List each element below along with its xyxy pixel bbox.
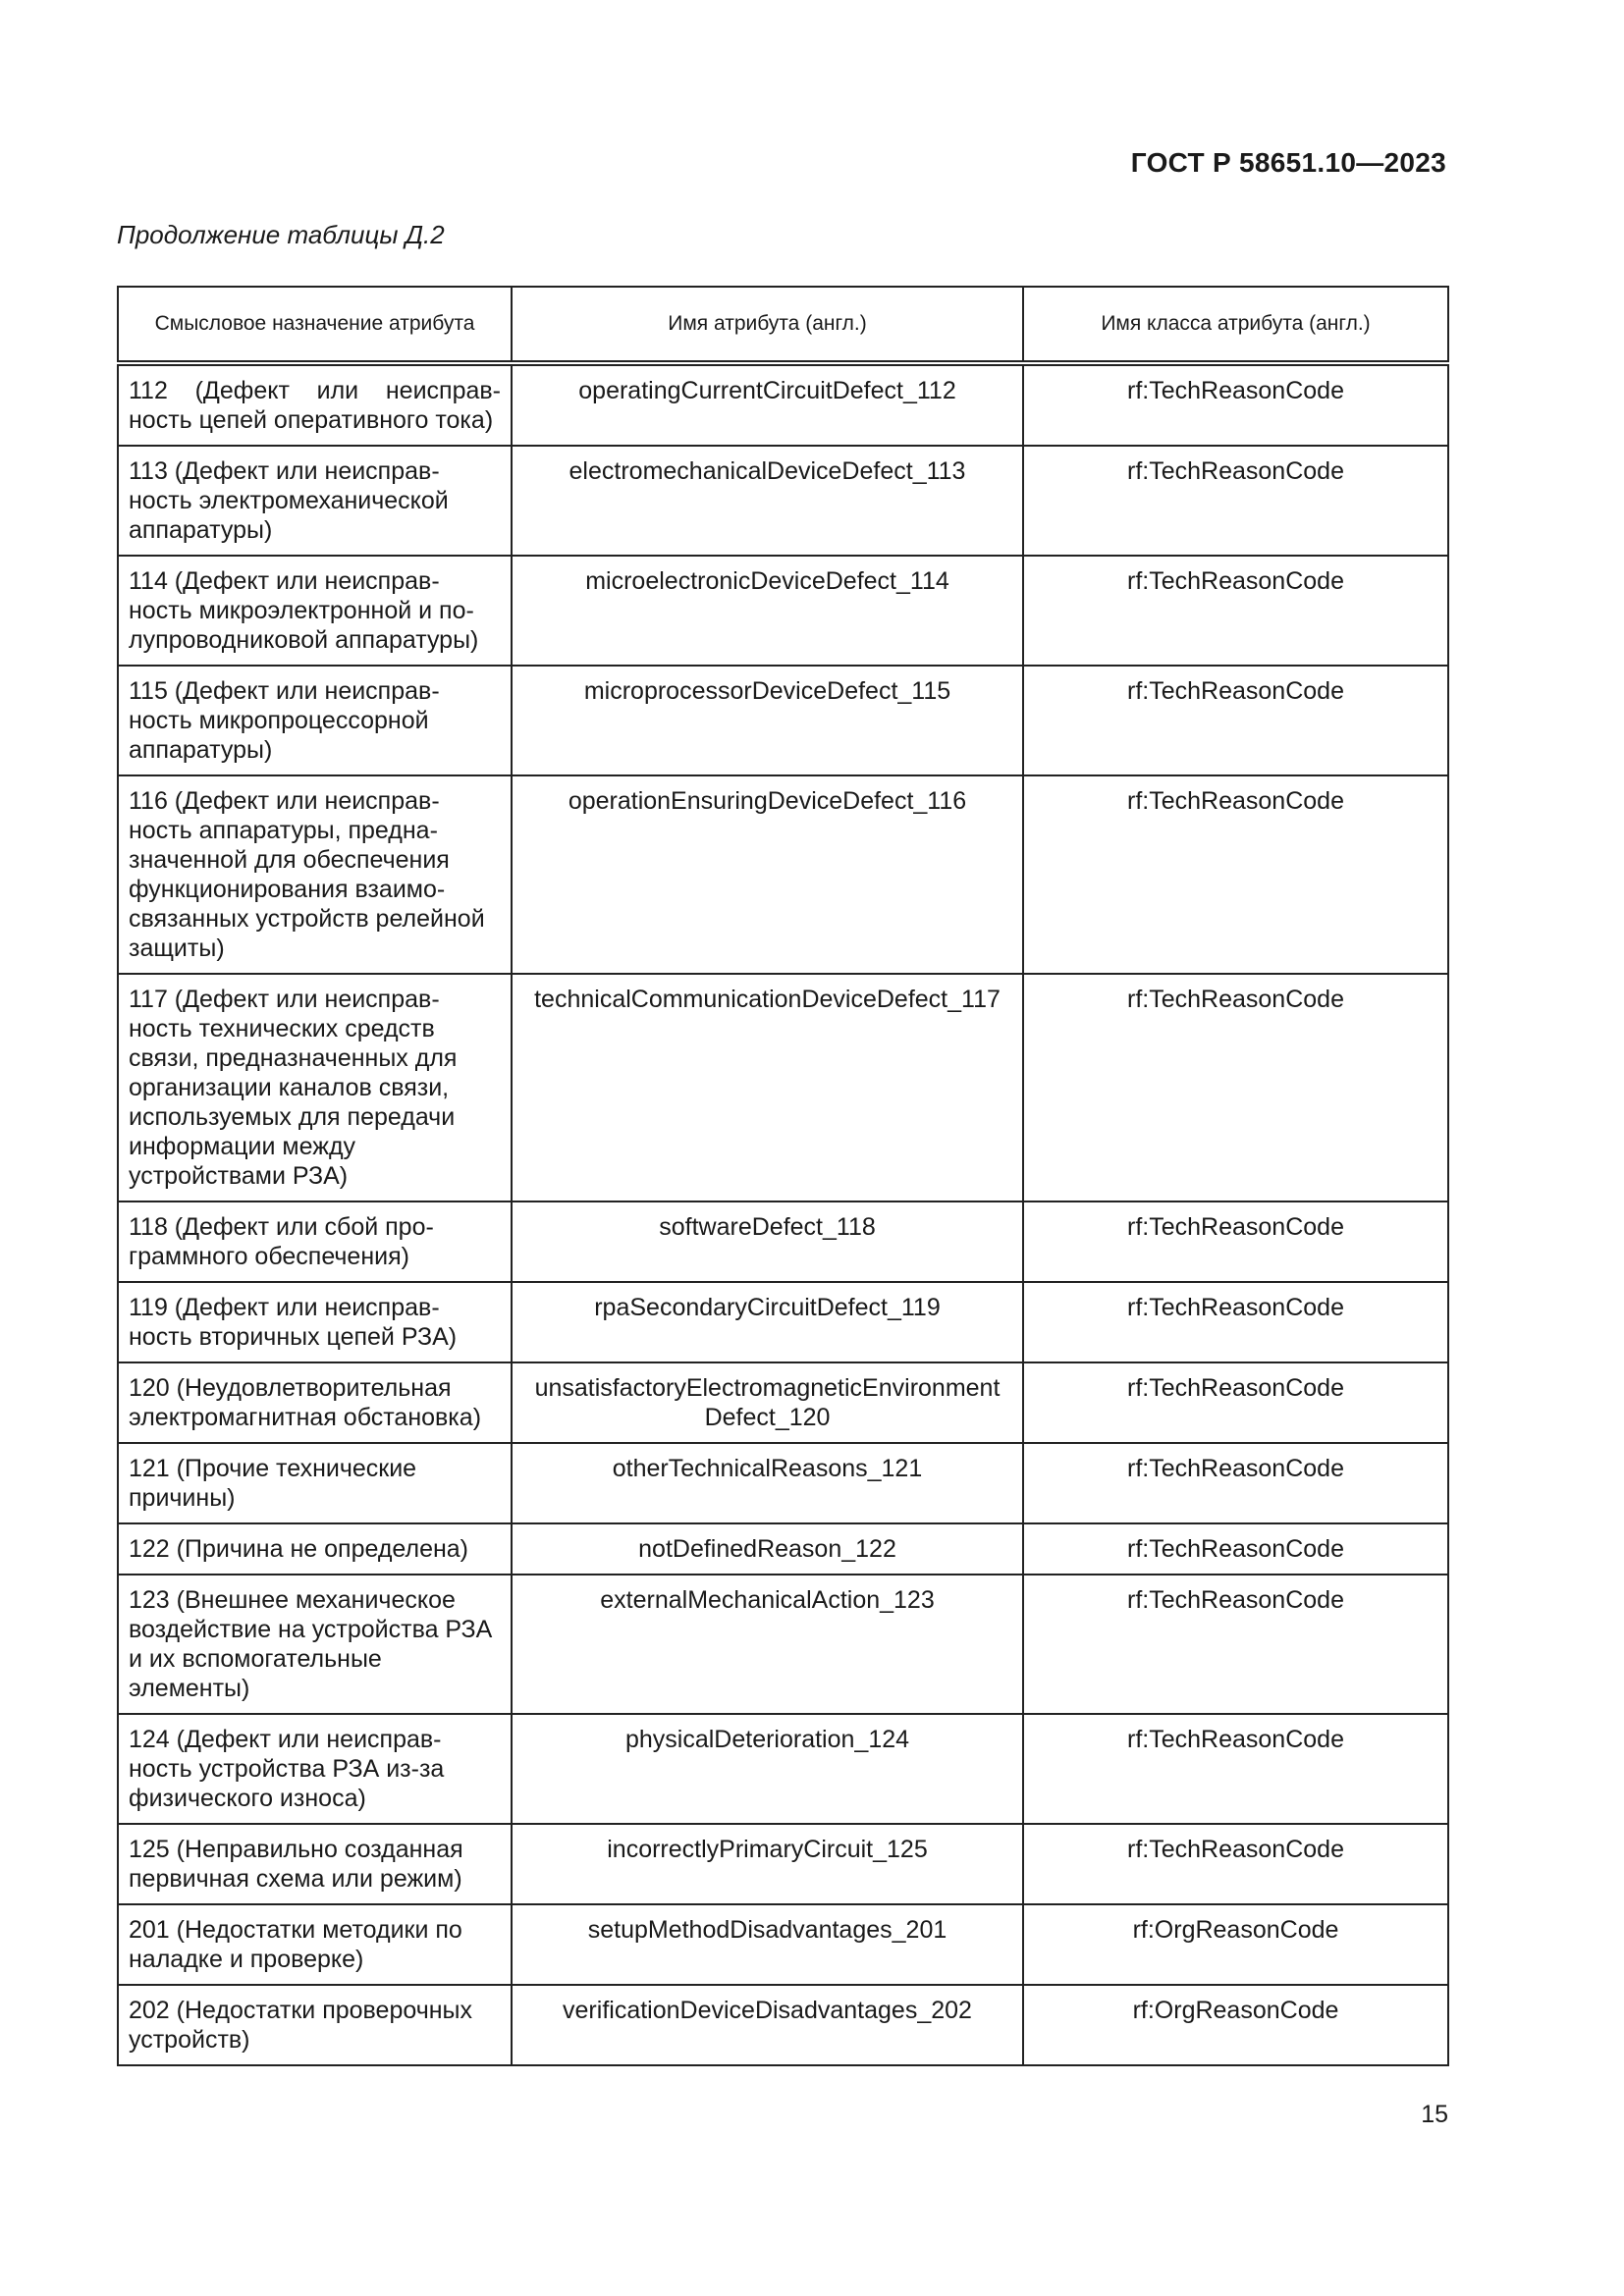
cell-meaning: 125 (Неправильно созданная первичная схема или режим) [118, 1824, 512, 1904]
cell-meaning: 113 (Дефект или неисправ-ность электромеханической аппаратуры) [118, 446, 512, 556]
cell-attribute-name: verificationDeviceDisadvantages_202 [512, 1985, 1023, 2065]
cell-meaning: 114 (Дефект или неисправ-ность микроэлектронной и по-лупроводниковой аппаратуры) [118, 556, 512, 666]
table-row [118, 1985, 1448, 2065]
table-row [118, 1904, 1448, 1985]
cell-attribute-name: technicalCommunicationDeviceDefect_117 [512, 974, 1023, 1201]
column-header-meaning: Смысловое назначение атрибута [118, 287, 512, 363]
cell-attribute-name: softwareDefect_118 [512, 1201, 1023, 1282]
cell-attribute-name: notDefinedReason_122 [512, 1523, 1023, 1575]
table-row [118, 1362, 1448, 1443]
cell-attribute-class: rf:TechReasonCode [1023, 363, 1448, 446]
table-row [118, 363, 1448, 446]
cell-attribute-class: rf:TechReasonCode [1023, 446, 1448, 556]
cell-attribute-name: unsatisfactoryElectromagneticEnvironment Defect_120 [512, 1362, 1023, 1443]
cell-attribute-name: electromechanicalDeviceDefect_113 [512, 446, 1023, 556]
table-row [118, 775, 1448, 974]
cell-attribute-class: rf:TechReasonCode [1023, 666, 1448, 775]
cell-meaning: 115 (Дефект или неисправ-ность микропроцессорной аппаратуры) [118, 666, 512, 775]
cell-attribute-name: incorrectlyPrimaryCircuit_125 [512, 1824, 1023, 1904]
cell-meaning: 122 (Причина не определена) [118, 1523, 512, 1575]
cell-attribute-class: rf:TechReasonCode [1023, 556, 1448, 666]
cell-attribute-class: rf:TechReasonCode [1023, 1523, 1448, 1575]
table-row [118, 556, 1448, 666]
table-row [118, 1575, 1448, 1714]
cell-attribute-class: rf:TechReasonCode [1023, 1575, 1448, 1714]
cell-attribute-name: microelectronicDeviceDefect_114 [512, 556, 1023, 666]
cell-attribute-name: setupMethodDisadvantages_201 [512, 1904, 1023, 1985]
cell-meaning: 119 (Дефект или неисправ-ность вторичных цепей РЗА) [118, 1282, 512, 1362]
cell-attribute-class: rf:OrgReasonCode [1023, 1904, 1448, 1985]
cell-attribute-name: physicalDeterioration_124 [512, 1714, 1023, 1824]
cell-meaning: 120 (Неудовлетворительная электромагнитная обстановка) [118, 1362, 512, 1443]
column-header-attribute-name: Имя атрибута (англ.) [512, 287, 1023, 363]
cell-attribute-class: rf:TechReasonCode [1023, 1714, 1448, 1824]
cell-attribute-class: rf:TechReasonCode [1023, 1282, 1448, 1362]
table-header-row [118, 287, 1448, 363]
page-number: 15 [1421, 2101, 1448, 2128]
document-code: ГОСТ Р 58651.10—2023 [1130, 147, 1446, 178]
table-row [118, 1201, 1448, 1282]
cell-meaning: 121 (Прочие технические причины) [118, 1443, 512, 1523]
cell-meaning: 124 (Дефект или неисправ-ность устройства РЗА из-за физического износа) [118, 1714, 512, 1824]
table-row [118, 1714, 1448, 1824]
cell-attribute-class: rf:OrgReasonCode [1023, 1985, 1448, 2065]
table-row [118, 1523, 1448, 1575]
cell-attribute-name: microprocessorDeviceDefect_115 [512, 666, 1023, 775]
cell-attribute-class: rf:TechReasonCode [1023, 1824, 1448, 1904]
cell-attribute-name: operationEnsuringDeviceDefect_116 [512, 775, 1023, 974]
cell-meaning: 118 (Дефект или сбой про-граммного обеспечения) [118, 1201, 512, 1282]
cell-attribute-class: rf:TechReasonCode [1023, 775, 1448, 974]
attribute-table [117, 286, 1449, 2066]
cell-attribute-class: rf:TechReasonCode [1023, 974, 1448, 1201]
cell-attribute-name: externalMechanicalAction_123 [512, 1575, 1023, 1714]
cell-meaning: 201 (Недостатки методики по наладке и проверке) [118, 1904, 512, 1985]
table-row [118, 666, 1448, 775]
cell-meaning: 117 (Дефект или неисправ-ность технических средств связи, предназначенных для организации каналов связи, используемых для передачи информации между устройствами РЗА) [118, 974, 512, 1201]
table-continuation-caption: Продолжение таблицы Д.2 [117, 220, 445, 249]
cell-meaning: 116 (Дефект или неисправ-ность аппаратуры, предна-значенной для обеспечения функционирования взаимо-связанных устройств релейной защиты) [118, 775, 512, 974]
cell-attribute-class: rf:TechReasonCode [1023, 1443, 1448, 1523]
cell-attribute-name: otherTechnicalReasons_121 [512, 1443, 1023, 1523]
cell-attribute-name: operatingCurrentCircuitDefect_112 [512, 363, 1023, 446]
table-row [118, 446, 1448, 556]
table-row [118, 974, 1448, 1201]
column-header-attribute-class: Имя класса атрибута (англ.) [1023, 287, 1448, 363]
cell-attribute-class: rf:TechReasonCode [1023, 1362, 1448, 1443]
cell-attribute-class: rf:TechReasonCode [1023, 1201, 1448, 1282]
cell-meaning: 112 (Дефект или неисправ-ность цепей оперативного тока) [118, 363, 512, 446]
cell-meaning: 123 (Внешнее механическое воздействие на устройства РЗА и их вспомогательные элементы) [118, 1575, 512, 1714]
table-row [118, 1443, 1448, 1523]
table-row [118, 1824, 1448, 1904]
table-row [118, 1282, 1448, 1362]
cell-meaning: 202 (Недостатки проверочных устройств) [118, 1985, 512, 2065]
cell-attribute-name: rpaSecondaryCircuitDefect_119 [512, 1282, 1023, 1362]
